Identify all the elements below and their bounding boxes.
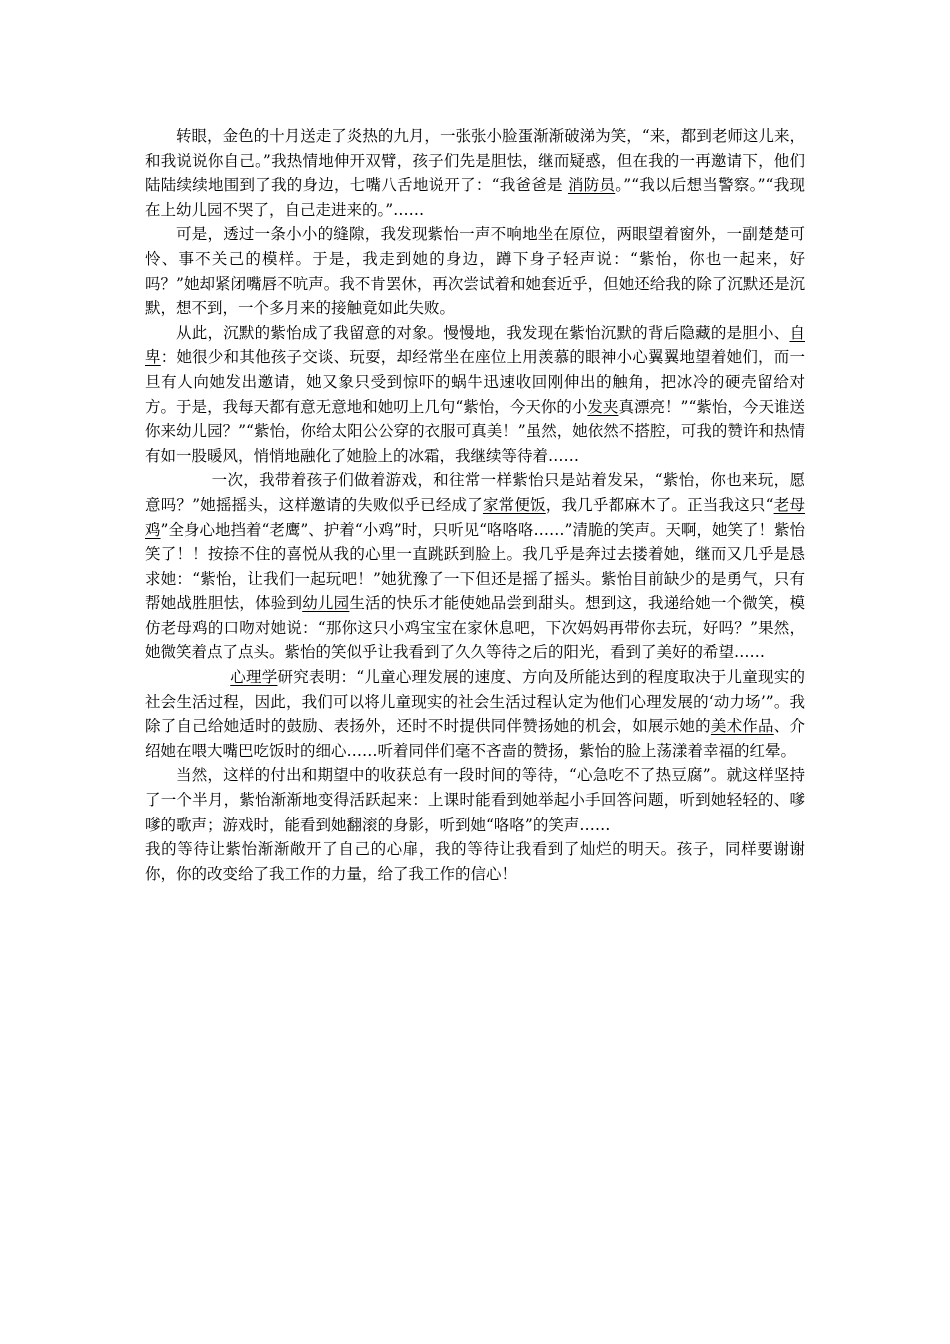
paragraph-6 xyxy=(145,763,805,837)
paragraph-4 xyxy=(145,468,805,665)
link-hairclip[interactable]: 发夹 xyxy=(587,397,619,416)
paragraph-1 xyxy=(145,124,805,222)
link-inferiority[interactable]: 自卑 xyxy=(145,323,805,367)
text-segment: 从此，沉默的紫怡成了我留意的对象。慢慢地，我发现在紫怡沉默的背后隐藏的是胆小、 xyxy=(176,323,790,342)
text-segment: ”全身心地挡着“老鹰”、护着“小鸡”时，只听见“咯咯咯……”清脆的笑声。天啊，她笑了！紫怡笑了！！按捺不住的喜悦从我的心里一直跳跃到脸上。我几乎是奔过去搂着她，继而又几乎是恳求她：“紫怡，让我们一起玩吧！”她犹豫了一下但还是摇了摇头。紫怡目前缺少的是勇气，只有帮她战胜胆怯，体验到 xyxy=(145,520,805,613)
text-segment: 转眼，金色的十月送走了炎热的九月，一张张小脸蛋渐渐破涕为笑，“来，都到老师这儿来，和我说说你自己。”我热情地伸开双臂，孩子们先是胆怯，继而疑惑，但在我的一再邀请下，他们陆陆续续地围到了我的身边，七嘴八舌地说开了：“我爸爸是 xyxy=(145,127,805,195)
text-segment: 研究表明：“儿童心理发展的速度、方向及所能达到的程度取决于儿童现实的社会生活过程，因此，我们可以将儿童现实的社会生活过程认定为他们心理发展的‘动力场’”。我除了自己给她适时的鼓励、表扬外，还时不时提供同伴赞扬她的机会，如展示她的 xyxy=(145,668,805,736)
link-mother-hen[interactable]: 老母鸡 xyxy=(145,495,805,539)
paragraph-5 xyxy=(145,665,805,763)
link-artwork[interactable]: 美术作品 xyxy=(710,717,774,736)
text-segment: 生活的快乐才能使她品尝到甜头。想到这，我递给她一个微笑，模仿老母鸡的口吻对她说：“那你这只小鸡宝宝在家休息吧，下次妈妈再带你去玩，好吗？”果然，她微笑着点了点头。紫怡的笑似乎让我看到了久久等待之后的阳光，看到了美好的希望…… xyxy=(145,594,805,662)
paragraph-2 xyxy=(145,222,805,320)
text-segment: 当然，这样的付出和期望中的收获总有一段时间的等待，“心急吃不了热豆腐”。就这样坚持了一个半月，紫怡渐渐地变得活跃起来：上课时能看到她举起小手回答问题，听到她轻轻的、嗲嗲的歌声；游戏时，能看到她翻滚的身影，听到她“咯咯”的笑声…… xyxy=(145,766,805,834)
link-everyday-thing[interactable]: 家常便饭 xyxy=(482,495,546,514)
text-segment: ，我几乎都麻木了。正当我这只“ xyxy=(545,495,774,514)
text-segment: 、介绍她在喂大嘴巴吃饭时的细心……听着同伴们毫不吝啬的赞扬，紫怡的脸上荡漾着幸福的红晕。 xyxy=(145,717,805,760)
link-psychology[interactable]: 心理学 xyxy=(230,668,278,687)
paragraph-3 xyxy=(145,321,805,469)
text-segment: ：她很少和其他孩子交谈、玩耍，却经常坐在座位上用羡慕的眼神小心翼翼地望着她们，而一旦有人向她发出邀请，她又象只受到惊吓的蜗牛迅速收回刚伸出的触角，把冰冷的硬壳留给对方。于是，我每天都有意无意地和她叨上几句“紫怡，今天你的小 xyxy=(145,348,805,416)
text-segment: 一次，我带着孩子们做着游戏，和往常一样紫怡只是站着发呆，“紫怡，你也来玩，愿意吗？”她摇摇头，这样邀请的失败似乎已经成了 xyxy=(145,471,805,514)
text-segment: 。”“我以后想当警察。”“我现在上幼儿园不哭了，自己走进来的。”…… xyxy=(145,176,805,219)
link-firefighter[interactable]: 消防员 xyxy=(567,176,616,195)
text-segment: 我的等待让紫怡渐渐敞开了自己的心扉，我的等待让我看到了灿烂的明天。孩子，同样要谢谢你，你的改变给了我工作的力量，给了我工作的信心！ xyxy=(145,840,805,883)
article-body xyxy=(145,124,805,886)
text-segment: 真漂亮！”“紫怡，今天谁送你来幼儿园？”“紫怡，你给太阳公公穿的衣服可真美！”虽然，她依然不搭腔，可我的赞许和热情有如一股暖风，悄悄地融化了她脸上的冰霜，我继续等待着…… xyxy=(145,397,805,465)
paragraph-7 xyxy=(145,837,805,886)
text-segment: 可是，透过一条小小的缝隙，我发现紫怡一声不响地坐在原位，两眼望着窗外，一副楚楚可怜、事不关己的模样。于是，我走到她的身边，蹲下身子轻声说：“紫怡，你也一起来，好吗？”她却紧闭嘴唇不吭声。我不肯罢休，再次尝试着和她套近乎，但她还给我的除了沉默还是沉默，想不到，一个多月来的接触竟如此失败。 xyxy=(145,225,805,318)
link-kindergarten[interactable]: 幼儿园 xyxy=(302,594,350,613)
